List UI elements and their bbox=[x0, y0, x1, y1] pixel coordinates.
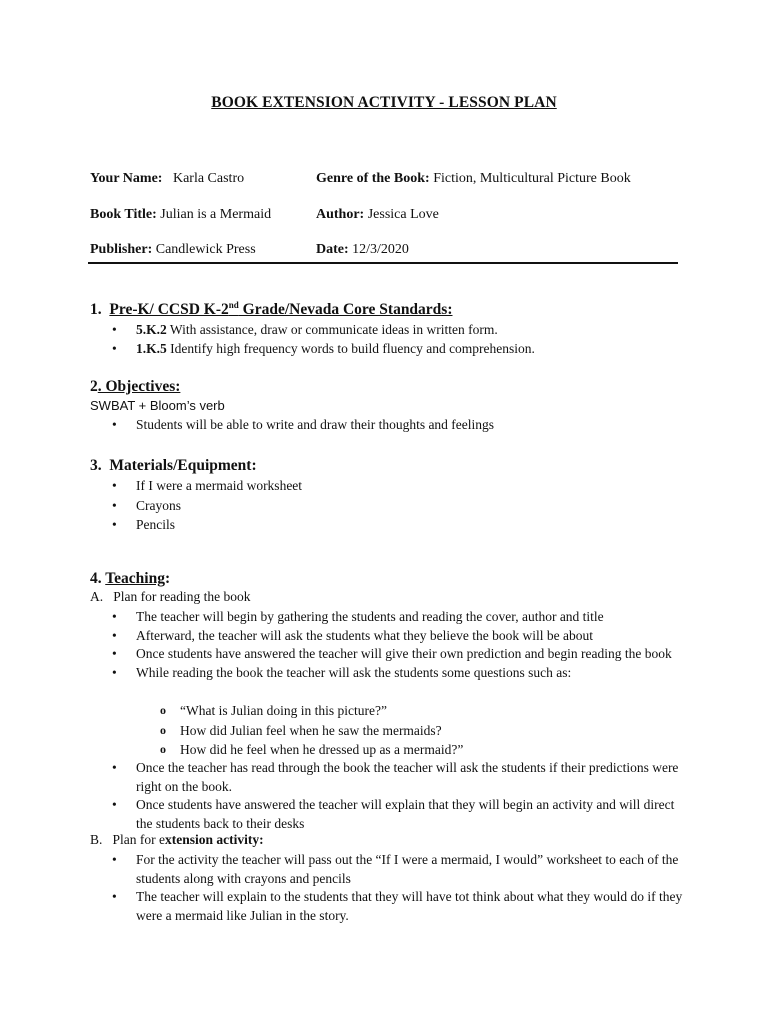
info-row-title-author bbox=[90, 207, 439, 223]
materials-list bbox=[108, 476, 688, 535]
author-value: Jessica Love bbox=[367, 207, 439, 222]
list-item: • For the activity the teacher will pass out the “If I were a mermaid, I would” worksheet to each of the students along with crayons and pencils bbox=[108, 851, 688, 888]
part-a-label: A. bbox=[90, 589, 104, 604]
section-2-heading bbox=[90, 378, 180, 396]
question-item: o “What is Julian doing in this picture?” bbox=[158, 701, 678, 721]
extension-plan-list bbox=[108, 851, 688, 925]
standard-code: 5.K.2 bbox=[136, 322, 167, 337]
list-item: • Once the teacher has read through the book the teacher will ask the students if their predictions were right on the book. bbox=[108, 759, 688, 796]
list-item: • Afterward, the teacher will ask the students what they believe the book will be about bbox=[108, 627, 688, 646]
part-b-text: Plan for e bbox=[112, 832, 165, 847]
info-row-name-genre bbox=[90, 171, 631, 187]
name-label: Your Name: bbox=[90, 171, 163, 186]
part-a-text: Plan for reading the book bbox=[113, 589, 251, 604]
name-value: Karla Castro bbox=[172, 171, 245, 186]
author-label: Author: bbox=[316, 207, 365, 222]
section-4-number: 4. bbox=[90, 570, 106, 587]
section-3-title: Materials/Equipment: bbox=[109, 457, 257, 474]
list-item: • While reading the book the teacher will ask the students some questions such as: bbox=[108, 664, 688, 683]
list-item: • Once students have answered the teacher will explain that they will begin an activity and will direct the students back to their desks bbox=[108, 796, 688, 833]
section-4-heading bbox=[90, 570, 170, 588]
section-1-number: 1. bbox=[90, 301, 102, 318]
list-item: • If I were a mermaid worksheet bbox=[108, 476, 688, 496]
document-title: BOOK EXTENSION ACTIVITY - LESSON PLAN bbox=[211, 94, 557, 111]
section-4-title: Teaching bbox=[105, 570, 165, 587]
standard-code: 1.K.5 bbox=[136, 340, 167, 356]
reading-plan-list bbox=[108, 608, 688, 682]
list-item: • Students will be able to write and draw their thoughts and feelings bbox=[108, 416, 688, 435]
section-1-heading bbox=[90, 301, 453, 319]
publisher-value: Candlewick Press bbox=[155, 242, 256, 257]
header-divider bbox=[88, 262, 678, 264]
section-3-heading bbox=[90, 457, 257, 475]
question-item: o How did he feel when he dressed up as a mermaid?” bbox=[158, 740, 678, 760]
questions-list bbox=[158, 701, 678, 760]
standards-list bbox=[108, 321, 688, 358]
list-item: • Pencils bbox=[108, 515, 688, 535]
book-title-label: Book Title: bbox=[90, 207, 157, 222]
part-b-label: B. bbox=[90, 832, 103, 847]
info-row-publisher-date bbox=[90, 242, 409, 258]
question-item: o How did Julian feel when he saw the mermaids? bbox=[158, 721, 678, 741]
objectives-subline: SWBAT + Bloom’s verb bbox=[90, 398, 225, 413]
genre-field bbox=[316, 171, 631, 187]
list-item: • Once students have answered the teacher will give their own prediction and begin reading the book bbox=[108, 645, 688, 664]
list-item bbox=[108, 340, 688, 359]
date-field bbox=[316, 242, 409, 258]
section-1-title-pre: Pre-K/ CCSD K-2 bbox=[109, 301, 229, 318]
list-item: • Crayons bbox=[108, 496, 688, 516]
list-item: • The teacher will explain to the students that they will have tot think about what they would do if they were a mermaid like Julian in the story. bbox=[108, 888, 688, 925]
author-field bbox=[316, 207, 439, 223]
objectives-list bbox=[108, 416, 688, 435]
section-1-title-sup: nd bbox=[228, 300, 239, 310]
section-3-number: 3. bbox=[90, 457, 102, 474]
standard-text: With assistance, draw or communicate ideas in written form. bbox=[166, 322, 498, 337]
genre-label: Genre of the Book: bbox=[316, 171, 430, 186]
section-4-colon: : bbox=[164, 570, 171, 587]
list-item: • The teacher will begin by gathering the students and reading the cover, author and title bbox=[108, 608, 688, 627]
list-item bbox=[108, 321, 688, 340]
part-b-line bbox=[90, 832, 264, 848]
section-1-title bbox=[109, 301, 452, 318]
date-value: 12/3/2020 bbox=[352, 242, 409, 257]
section-2-title: . Objectives: bbox=[97, 378, 181, 395]
reading-plan-list-continued bbox=[108, 759, 688, 833]
publisher-label: Publisher: bbox=[90, 242, 153, 257]
date-label: Date: bbox=[316, 242, 349, 257]
section-2-number: 2 bbox=[90, 378, 98, 395]
part-a-line bbox=[90, 589, 250, 605]
part-b-text-bold: xtension activity: bbox=[165, 832, 264, 847]
genre-value: Fiction, Multicultural Picture Book bbox=[433, 171, 631, 186]
section-1-title-post: Grade/Nevada Core Standards: bbox=[238, 301, 453, 318]
book-title-value: Julian is a Mermaid bbox=[160, 207, 272, 222]
standard-text: Identify high frequency words to build fluency and comprehension. bbox=[166, 340, 535, 356]
